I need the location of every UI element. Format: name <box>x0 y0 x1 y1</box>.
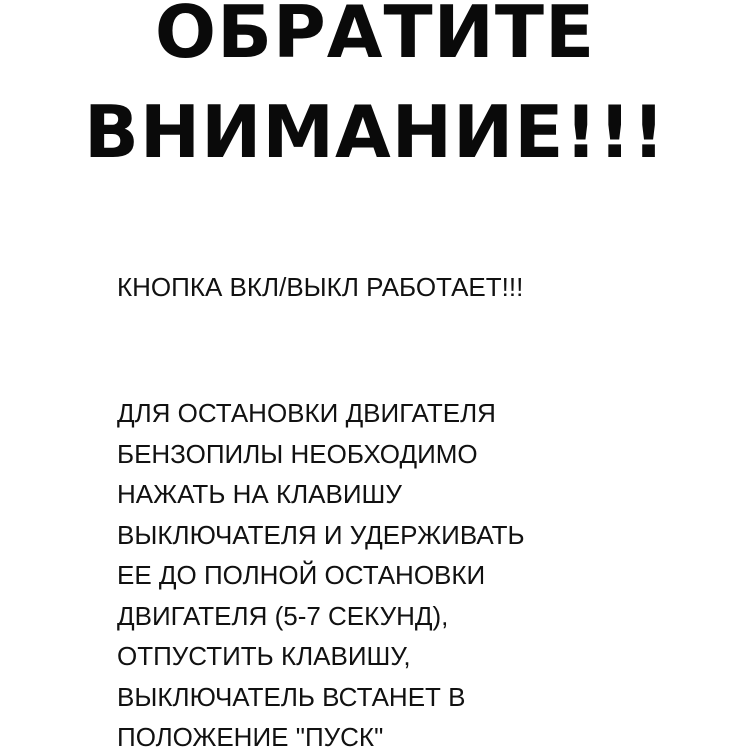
power-button-notice: КНОПКА ВКЛ/ВЫКЛ РАБОТАЕТ!!! <box>117 272 524 302</box>
heading-line-2: ВНИМАНИЕ!!! <box>84 90 666 174</box>
stop-engine-instructions <box>117 393 737 750</box>
instruction-line: БЕНЗОПИЛЫ НЕОБХОДИМО <box>117 438 478 469</box>
instruction-line: ЕЕ ДО ПОЛНОЙ ОСТАНОВКИ <box>117 560 486 590</box>
instruction-line: НАЖАТЬ НА КЛАВИШУ <box>117 479 402 509</box>
instruction-line: ВЫКЛЮЧАТЕЛЬ ВСТАНЕТ В <box>117 681 466 712</box>
instruction-line: ОТПУСТИТЬ КЛАВИШУ, <box>117 641 411 671</box>
instruction-line: ВЫКЛЮЧАТЕЛЯ И УДЕРЖИВАТЬ <box>117 519 525 550</box>
heading-line-1: ОБРАТИТЕ <box>154 0 596 74</box>
instruction-line: ДЛЯ ОСТАНОВКИ ДВИГАТЕЛЯ <box>117 398 496 428</box>
instruction-line: ПОЛОЖЕНИЕ "ПУСК" <box>117 722 384 750</box>
instruction-line: ДВИГАТЕЛЯ (5-7 СЕКУНД), <box>117 600 449 631</box>
